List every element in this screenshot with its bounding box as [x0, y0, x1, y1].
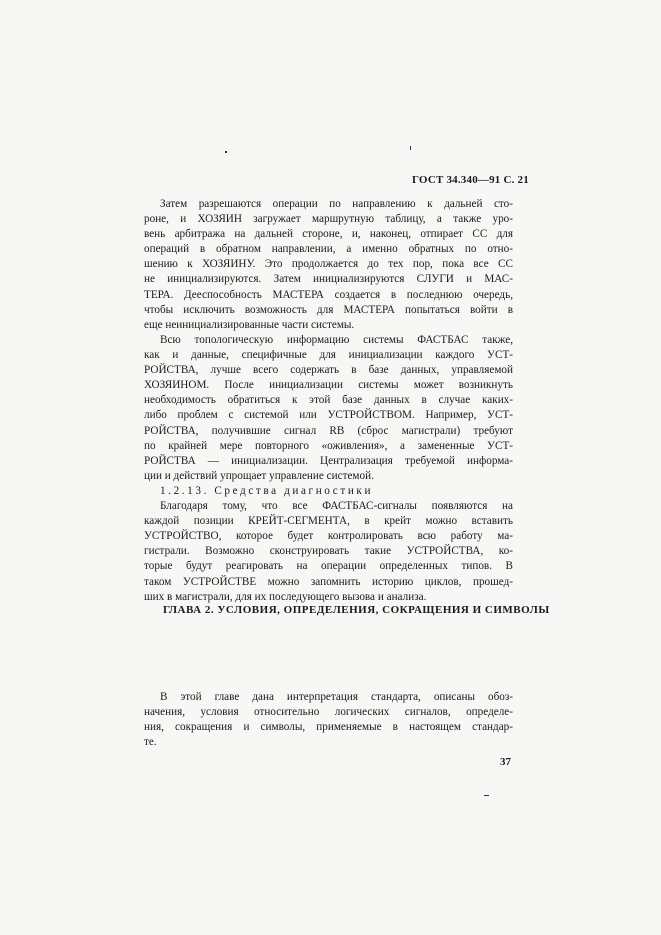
text-line: ших в магистрали, для их последующего вызова и анализа.	[144, 590, 427, 603]
scan-speck	[410, 146, 411, 150]
text-line: гистрали. Возможно сконструировать такие УСТРОЙСТВА, ко-	[144, 545, 513, 558]
chapter-title: ГЛАВА 2. УСЛОВИЯ, ОПРЕДЕЛЕНИЯ, СОКРАЩЕНИЯ И СИМВОЛЫ	[163, 604, 550, 616]
text-line: не инициализируются. Затем инициализируются СЛУГИ и МАС-	[144, 273, 513, 286]
scan-speck	[484, 795, 489, 796]
text-line: УСТРОЙСТВО, которое будет контролировать всю работу ма-	[144, 530, 513, 543]
page-number: 37	[500, 756, 511, 768]
text-line: еще неинициализированные части системы.	[144, 318, 355, 331]
text-line: каждой позиции КРЕЙТ-СЕГМЕНТА, в крейт можно вставить	[144, 515, 513, 528]
text-line: ХОЗЯИНОМ. После инициализации системы может возникнуть	[144, 379, 513, 392]
text-line: шению к ХОЗЯИНУ. Это продолжается до тех пор, пока все СС	[144, 258, 513, 271]
text-line: те.	[144, 736, 157, 749]
page-header: ГОСТ 34.340—91 С. 21	[412, 174, 529, 186]
chapter-intro	[144, 690, 513, 750]
text-line: операций в обратном направлении, а именно обратных по отно-	[144, 243, 513, 256]
text-line: РОЙСТВА — инициализации. Централизация требуемой информа-	[144, 454, 513, 467]
text-line: Затем разрешаются операции по направлению к дальней сто-	[160, 198, 513, 210]
text-line: по крайней мере повторного «оживления», а замененные УСТ-	[144, 439, 513, 452]
section-1-2-13	[144, 484, 513, 605]
text-line: ции и действий упрощает управление системой.	[144, 469, 374, 482]
text-line: ТЕРА. Дееспособность МАСТЕРА создается в последнюю очередь,	[144, 288, 513, 301]
scan-speck	[225, 151, 227, 153]
text-line: таком УСТРОЙСТВЕ можно запомнить историю циклов, прошед-	[144, 575, 513, 588]
text-line: чтобы исключить возможность для МАСТЕРА попытаться войти в	[144, 303, 513, 316]
section-number-and-title: 1.2.13. Средства диагностики	[160, 485, 374, 497]
text-line: торые будут реагировать на операции определенных типов. В	[144, 560, 513, 573]
text-line: роне, и ХОЗЯИН загружает маршрутную таблицу, а также уро-	[144, 213, 513, 226]
text-line: как и данные, специфичные для инициализации каждого УСТ-	[144, 349, 513, 362]
paragraph-2	[144, 333, 513, 484]
paragraph-1	[144, 197, 513, 333]
section-heading	[144, 484, 513, 499]
text-line: РОЙСТВА, получившие сигнал RB (сброс магистрали) требуют	[144, 424, 513, 437]
text-line: В этой главе дана интерпретация стандарта, описаны обоз-	[160, 691, 513, 703]
text-line: начения, условия относительно логических сигналов, определе-	[144, 706, 513, 719]
text-line: вень арбитража на дальней стороне, и, наконец, отпирает СС для	[144, 228, 513, 241]
text-line: либо проблем с системой или УСТРОЙСТВОМ. Например, УСТ-	[144, 409, 513, 422]
text-line: РОЙСТВА, лучше всего содержать в базе данных, управляемой	[144, 364, 513, 377]
text-line: необходимость обратиться к этой базе данных в случае каких-	[144, 394, 513, 407]
text-line: Всю топологическую информацию системы ФАСТБАС также,	[160, 334, 513, 346]
text-line: ния, сокращения и символы, применяемые в настоящем стандар-	[144, 721, 513, 734]
text-line: Благодаря тому, что все ФАСТБАС-сигналы появляются на	[160, 500, 513, 513]
